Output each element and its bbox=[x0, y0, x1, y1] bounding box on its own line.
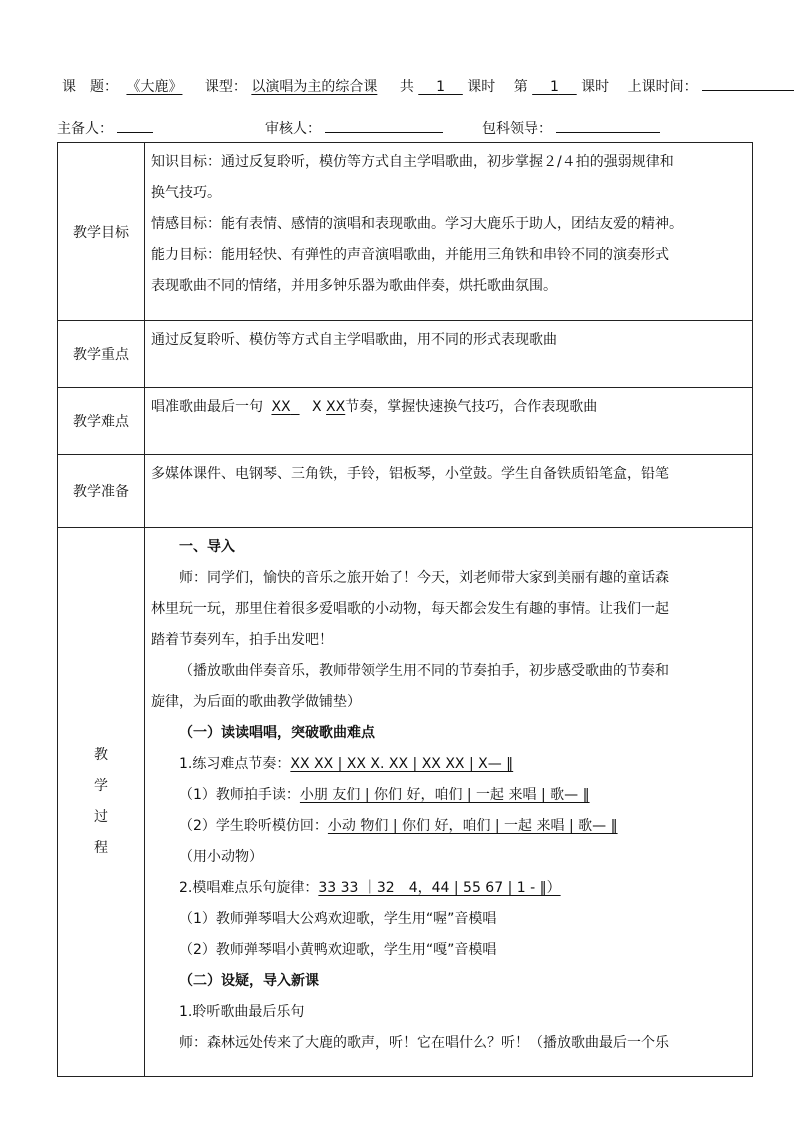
nth-label: 第 bbox=[513, 79, 528, 95]
reviewer-blank bbox=[325, 118, 443, 133]
preparer-label: 主备人： bbox=[57, 121, 113, 137]
goals-line: 能力目标：能用轻快、有弹性的声音演唱歌曲，并能用三角铁和串铃不同的演奏形式 bbox=[151, 247, 669, 263]
reviewer-label: 审核人： bbox=[265, 121, 321, 137]
practice-subitem: （2）教师弹琴唱小黄鸭欢迎歌，学生用“嘎”音模唱 bbox=[179, 942, 497, 958]
leader-blank bbox=[556, 118, 660, 133]
process-row bbox=[58, 528, 753, 1077]
difficulty-prefix: 唱准歌曲最后一句 bbox=[151, 399, 263, 415]
roles-line bbox=[57, 118, 153, 138]
type-label: 课型： bbox=[204, 79, 247, 95]
goals-line: 情感目标：能有表情、感情的演唱和表现歌曲。学习大鹿乐于助人，团结友爱的精神。 bbox=[151, 216, 683, 232]
type-value: 以演唱为主的综合课 bbox=[251, 79, 378, 95]
lyric-notation: 小朋 友们 | 你们 好，咱们 | 一起 来唱 | 歌— ‖ bbox=[299, 787, 590, 803]
nth-value: 1 bbox=[549, 79, 559, 95]
section-heading: （二）设疑，导入新课 bbox=[179, 973, 319, 989]
process-title-char: 过 bbox=[94, 809, 108, 825]
process-title-char: 程 bbox=[94, 840, 108, 856]
practice-subitem: （1）教师弹琴唱大公鸡欢迎歌，学生用“喔”音模唱 bbox=[179, 911, 497, 927]
goals-row bbox=[58, 143, 753, 321]
total-label: 共 bbox=[399, 79, 414, 95]
key-title: 教学重点 bbox=[58, 321, 145, 388]
key-row bbox=[58, 321, 753, 388]
lyric-notation: 小动 物们 | 你们 好，咱们 | 一起 来唱 | 歌— ‖ bbox=[327, 818, 618, 834]
preparer-blank bbox=[117, 118, 153, 133]
intro-paragraph: 旋律，为后面的歌曲教学做铺垫） bbox=[151, 694, 361, 710]
goals-line: 知识目标：通过反复聆听，模仿等方式自主学唱歌曲，初步掌握２/４拍的强弱规律和 bbox=[151, 154, 674, 170]
intro-heading: 一、导入 bbox=[179, 539, 235, 555]
leader-line bbox=[482, 118, 660, 138]
total-unit: 课时 bbox=[467, 79, 496, 95]
prep-content: 多媒体课件、电钢琴、三角铁，手铃，铝板琴，小堂鼓。学生自备铁质铅笔盒，铅笔 bbox=[145, 455, 753, 528]
process-content bbox=[145, 528, 753, 1077]
practice-item: 1.聆听歌曲最后乐句 bbox=[179, 1004, 305, 1020]
course-label: 课 题： bbox=[62, 79, 118, 95]
intro-paragraph: （播放歌曲伴奏音乐，教师带领学生用不同的节奏拍手，初步感受歌曲的节奏和 bbox=[179, 663, 669, 679]
reviewer-line bbox=[265, 118, 443, 138]
leader-label: 包科领导： bbox=[482, 121, 552, 137]
goals-line: 表现歌曲不同的情绪，并用多钟乐器为歌曲伴奏，烘托歌曲氛围。 bbox=[151, 278, 557, 294]
difficulty-suffix: 节奏，掌握快速换气技巧，合作表现歌曲 bbox=[345, 399, 598, 415]
practice-subitem: （1）教师拍手读：小朋 友们 | 你们 好，咱们 | 一起 来唱 | 歌— ‖ bbox=[179, 787, 590, 803]
goals-content bbox=[145, 143, 753, 321]
goals-title: 教学目标 bbox=[58, 143, 145, 321]
melody-notation: 33 33 ｜32 4，44 | 55 67 | 1 - ‖） bbox=[318, 880, 561, 896]
intro-paragraph: 师：同学们，愉快的音乐之旅开始了！今天，刘老师带大家到美丽有趣的童话森 bbox=[179, 570, 669, 586]
process-title-char: 教 bbox=[94, 747, 108, 763]
rhythm-notation: XX XX | XX X. XX | XX XX | X— ‖ bbox=[290, 756, 514, 772]
rhythm-xx-2: XX bbox=[326, 399, 346, 415]
key-content: 通过反复聆听、模仿等方式自主学唱歌曲，用不同的形式表现歌曲 bbox=[145, 321, 753, 388]
rhythm-xx: XX bbox=[271, 399, 291, 415]
goals-line: 换气技巧。 bbox=[151, 185, 221, 201]
process-title-char: 学 bbox=[94, 778, 108, 794]
header-line bbox=[62, 76, 794, 96]
intro-paragraph: 踏着节奏列车，拍手出发吧！ bbox=[151, 632, 333, 648]
difficulty-content bbox=[145, 388, 753, 455]
process-title bbox=[58, 528, 145, 1077]
practice-item: 1.练习难点节奏：XX XX | XX X. XX | XX XX | X— ‖ bbox=[179, 756, 514, 772]
date-blank bbox=[702, 76, 794, 91]
practice-note: （用小动物） bbox=[179, 849, 263, 865]
lesson-plan-table bbox=[57, 142, 753, 1077]
total-value: 1 bbox=[436, 79, 445, 95]
date-label: 上课时间： bbox=[627, 79, 698, 95]
course-title: 《大鹿》 bbox=[126, 79, 183, 95]
practice-item: 2.模唱难点乐句旋律：33 33 ｜32 4，44 | 55 67 | 1 - ‖） bbox=[179, 880, 561, 896]
prep-title: 教学准备 bbox=[58, 455, 145, 528]
nth-unit: 课时 bbox=[581, 79, 610, 95]
difficulty-row bbox=[58, 388, 753, 455]
process-paragraph: 师：森林远处传来了大鹿的歌声，听！它在唱什么？听！（播放歌曲最后一个乐 bbox=[179, 1035, 669, 1051]
intro-paragraph: 林里玩一玩，那里住着很多爱唱歌的小动物，每天都会发生有趣的事情。让我们一起 bbox=[151, 601, 669, 617]
prep-row bbox=[58, 455, 753, 528]
difficulty-title: 教学难点 bbox=[58, 388, 145, 455]
rhythm-x: X bbox=[312, 399, 322, 415]
practice-subitem: （2）学生聆听模仿回：小动 物们 | 你们 好，咱们 | 一起 来唱 | 歌— ‖ bbox=[179, 818, 618, 834]
section-heading: （一）读读唱唱，突破歌曲难点 bbox=[179, 725, 375, 741]
